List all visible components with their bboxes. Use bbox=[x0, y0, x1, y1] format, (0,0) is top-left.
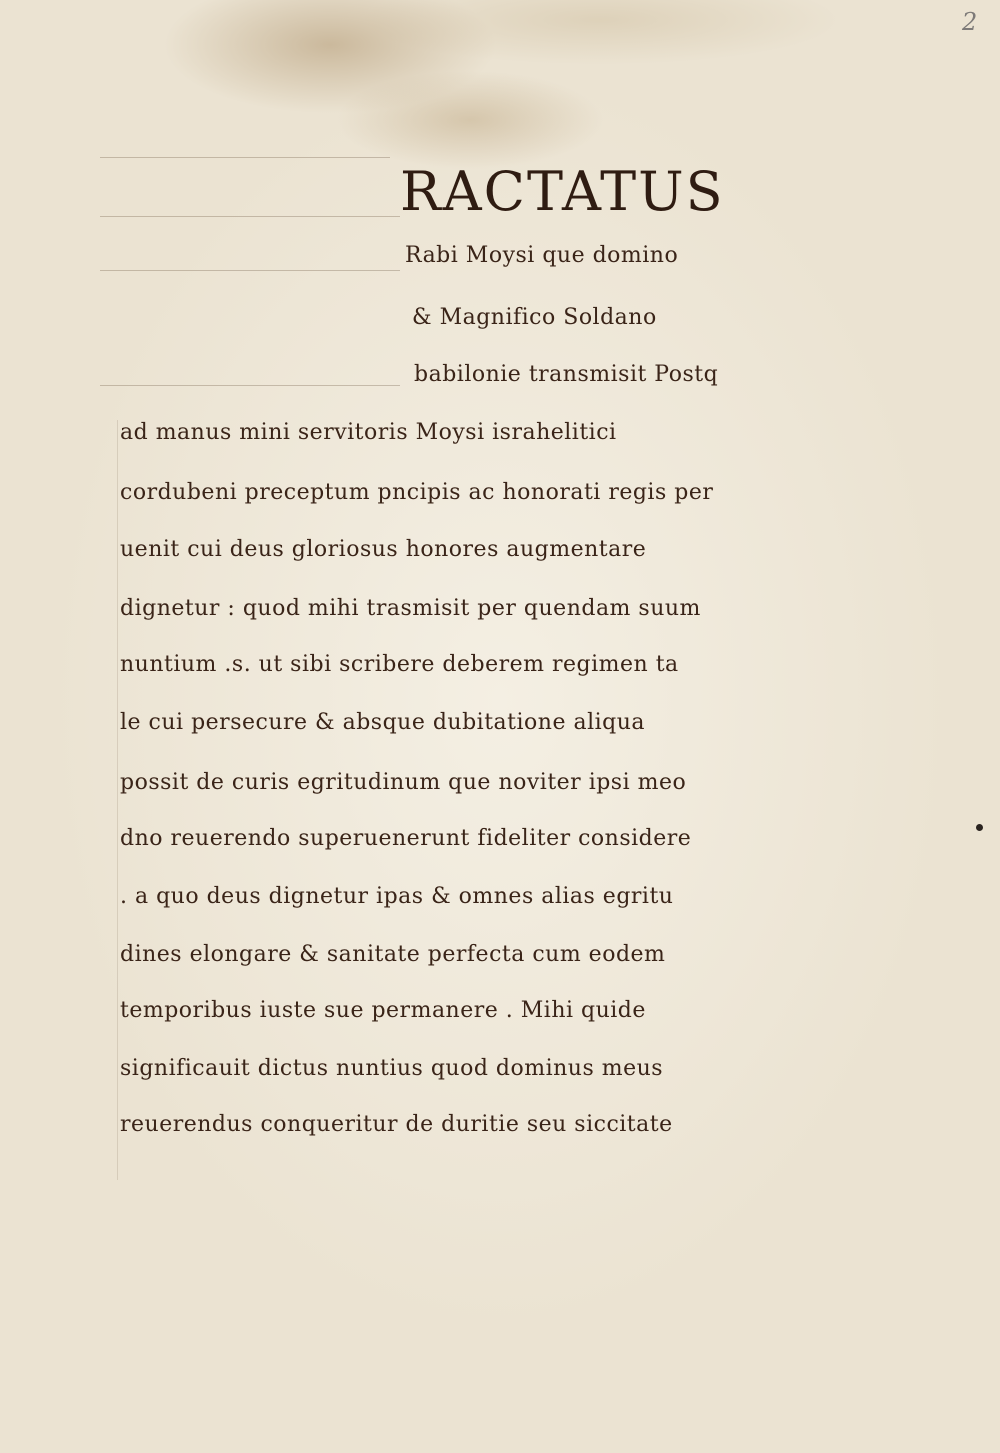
text-line: Rabi Moysi que domino bbox=[405, 243, 679, 268]
text-line: ad manus mini servitoris Moysi israhelitici bbox=[120, 420, 617, 445]
ruling-line bbox=[100, 157, 390, 158]
text-line: temporibus iuste sue permanere . Mihi quide bbox=[120, 998, 646, 1023]
text-line: le cui persecure & absque dubitatione aliqua bbox=[120, 710, 646, 735]
text-line: nuntium .s. ut sibi scribere deberem regimen ta bbox=[120, 652, 679, 677]
text-line: uenit cui deus gloriosus honores augmentare bbox=[120, 537, 647, 562]
text-line: cordubeni preceptum pncipis ac honorati regis per bbox=[120, 480, 714, 505]
text-line: dines elongare & sanitate perfecta cum eodem bbox=[120, 942, 666, 967]
treatise-title: RACTATUS bbox=[400, 160, 725, 223]
ruling-line bbox=[100, 385, 400, 386]
text-line: dno reuerendo superuenerunt fideliter considere bbox=[120, 826, 692, 851]
text-line: . a quo deus dignetur ipas & omnes alias egritu bbox=[120, 884, 674, 909]
text-line: possit de curis egritudinum que noviter ipsi meo bbox=[120, 770, 687, 795]
ruling-line bbox=[100, 270, 400, 271]
margin-ruling bbox=[117, 420, 118, 1180]
ruling-line bbox=[100, 216, 400, 217]
text-line: babilonie transmisit Postq bbox=[414, 362, 719, 387]
text-line: reuerendus conqueritur de duritie seu siccitate bbox=[120, 1112, 673, 1137]
folio-number: 2 bbox=[962, 8, 978, 36]
ink-dot bbox=[976, 824, 983, 831]
text-line: significauit dictus nuntius quod dominus meus bbox=[120, 1056, 664, 1081]
text-line: dignetur : quod mihi trasmisit per quendam suum bbox=[120, 596, 701, 621]
text-line: & Magnifico Soldano bbox=[412, 305, 657, 330]
